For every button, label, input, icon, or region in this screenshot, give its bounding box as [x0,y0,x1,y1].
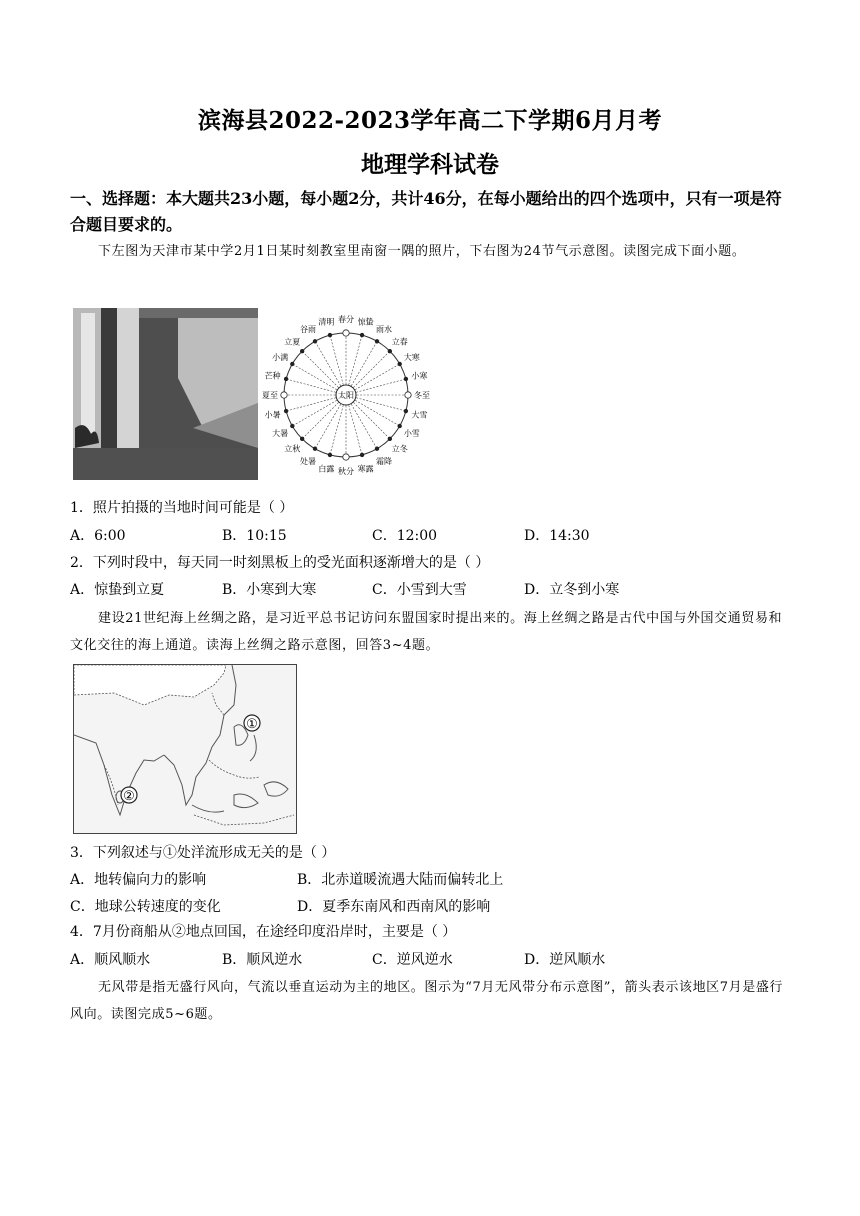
solar-term-label: 小满 [272,353,289,362]
solar-term-label: 清明 [318,317,335,327]
question-3-option-d: D．夏季东南风和西南风的影响 [297,899,491,915]
maritime-silk-road-map [73,664,297,834]
earth-position-dot [291,424,295,428]
earth-position-dot [360,453,364,457]
earth-position-dot [404,409,408,413]
question-2-option-a: A．惊蛰到立夏 [70,582,165,598]
question-1-option-c: C．12:00 [372,528,438,544]
solar-term-label: 立夏 [284,337,301,347]
question-1-option-a: A．6:00 [70,528,126,544]
earth-position-dot [388,437,392,441]
intro-paragraph-3: 无风带是指无盛行风向，气流以垂直运动为主的地区。图示为“7月无风带分布示意图”，箭头表示该地区7月是盛行风向。读图完成5~6题。 [70,980,784,1022]
question-4-option-c: C．逆风逆水 [372,952,453,968]
earth-position-dot [398,424,402,428]
earth-position-dot [281,392,287,398]
earth-position-dot [284,377,288,381]
question-4-option-d: D．逆风顺水 [524,952,606,968]
earth-position-dot [300,437,304,441]
question-2-stem: 2．下列时段中，每天同一时刻黑板上的受光面积逐渐增大的是（ ） [70,555,490,571]
question-1-option-b: B．10:15 [222,528,287,544]
question-2-option-b: B．小寒到大寒 [222,582,317,598]
solar-term-label: 芒种 [264,371,281,381]
earth-position-dot [291,362,295,366]
question-1-option-d: D．14:30 [524,528,590,544]
solar-term-label: 大寒 [403,353,420,362]
solar-terms-diagram [258,305,440,483]
solar-term-label: 春分 [338,315,354,324]
earth-position-dot [404,377,408,381]
solar-term-label: 小寒 [411,371,428,381]
classroom-window-photo [73,308,258,480]
earth-position-dot [360,333,364,337]
question-3-option-c: C．地球公转速度的变化 [70,899,221,915]
exam-title: 滨海县2022-2023学年高二下学期6月月考 [197,107,663,134]
solar-term-label: 霜降 [376,456,392,466]
earth-position-dot [375,447,379,451]
earth-position-dot [300,349,304,353]
earth-position-dot [343,454,349,460]
intro-paragraph-2: 建设21世纪海上丝绸之路，是习近平总书记访问东盟国家时提出来的。海上丝绸之路是古代中国与外国交通贸易和文化交往的海上通道。读海上丝绸之路示意图，回答3~4题。 [70,611,783,653]
earth-position-dot [328,333,332,337]
question-2-option-d: D．立冬到小寒 [524,582,620,598]
question-4-option-a: A．顺风顺水 [70,952,151,968]
solar-term-label: 谷雨 [300,325,316,335]
solar-term-label: 大暑 [272,429,289,438]
question-1-stem: 1．照片拍摄的当地时间可能是（ ） [70,500,294,516]
solar-term-label: 小雪 [403,429,420,438]
question-4-stem: 4．7月份商船从②地点回国，在途经印度沿岸时，主要是（ ） [70,924,457,940]
solar-term-label: 寒露 [357,464,374,474]
solar-term-label: 秋分 [338,467,354,476]
solar-term-label: 冬至 [414,391,430,400]
intro-paragraph-1: 下左图为天津市某中学2月1日某时刻教室里南窗一隅的照片，下右图为24节气示意图。读图完成下面小题。 [98,244,746,259]
sun-label: 太阳 [338,391,354,400]
solar-term-label: 立春 [391,337,408,347]
earth-position-dot [388,349,392,353]
solar-term-label: 雨水 [376,325,392,335]
solar-term-label: 白露 [318,464,335,474]
marker-1: ① [246,717,258,732]
question-4-option-b: B．顺风逆水 [222,952,303,968]
solar-term-label: 夏至 [262,391,278,400]
earth-position-dot [313,447,317,451]
earth-position-dot [284,409,288,413]
question-3-stem: 3．下列叙述与①处洋流形成无关的是（ ） [70,845,336,861]
earth-position-dot [405,392,411,398]
earth-position-dot [328,453,332,457]
exam-subtitle: 地理学科试卷 [361,151,499,178]
marker-2: ② [123,789,135,804]
earth-position-dot [375,340,379,344]
earth-position-dot [313,340,317,344]
earth-position-dot [343,330,349,336]
earth-position-dot [398,362,402,366]
question-3-option-b: B．北赤道暖流遇大陆而偏转北上 [297,872,504,888]
solar-term-label: 小暑 [264,410,281,420]
question-3-option-a: A．地转偏向力的影响 [70,872,207,888]
solar-term-label: 立冬 [391,444,408,454]
solar-term-label: 惊蛰 [357,317,374,327]
section-heading: 一、选择题：本大题共23小题，每小题2分，共计46分，在每小题给出的四个选项中，只有一项是符合题目要求的。 [70,189,782,234]
solar-term-label: 处暑 [300,456,316,466]
question-2-option-c: C．小雪到大雪 [372,582,467,598]
solar-term-label: 立秋 [284,444,301,454]
solar-term-label: 大雪 [411,410,428,420]
